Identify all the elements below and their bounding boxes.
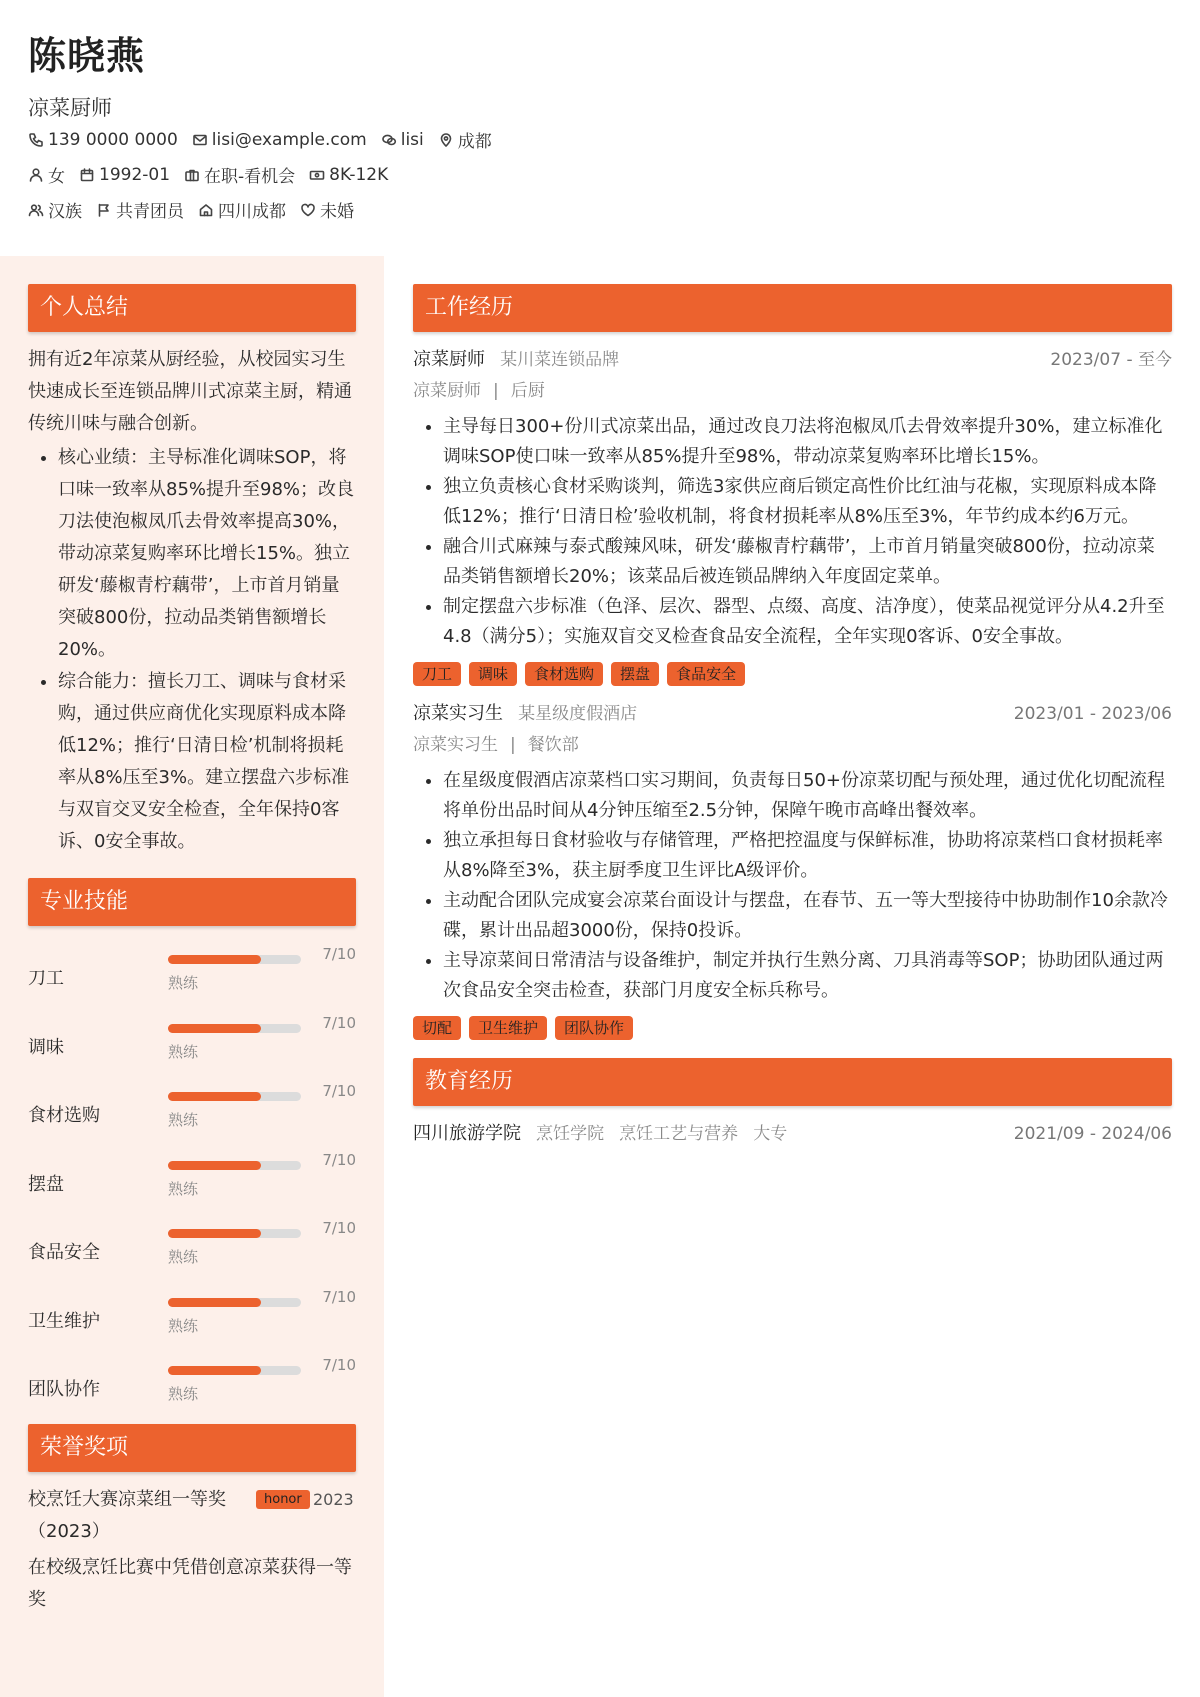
job-header bbox=[413, 344, 1172, 376]
salary-item bbox=[309, 165, 388, 185]
candidate-name: 陈晓燕 bbox=[28, 34, 146, 78]
birth-text: 1992-01 bbox=[99, 164, 171, 185]
skill-level: 熟练 bbox=[168, 1248, 199, 1266]
tag: 调味 bbox=[469, 662, 517, 686]
contact-row bbox=[28, 122, 1168, 157]
skill-row bbox=[28, 942, 356, 1011]
job-company: 某川菜连锁品牌 bbox=[500, 350, 620, 370]
skill-level: 熟练 bbox=[168, 1385, 199, 1403]
skill-name: 团队协作 bbox=[28, 1379, 100, 1400]
job-bullet: • 在星级度假酒店凉菜档口实习期间，负责每日50+份凉菜切配与预处理，通过优化切配流程将单份出品时间从4分钟压缩至2.5分钟，保障午晚市高峰出餐效率。 bbox=[443, 766, 1172, 826]
hometown-text: 四川成都 bbox=[218, 202, 286, 222]
mail-icon bbox=[192, 132, 208, 148]
tag: 刀工 bbox=[413, 662, 461, 686]
skill-level: 熟练 bbox=[168, 1111, 199, 1129]
separator: | bbox=[493, 381, 499, 401]
skill-name: 刀工 bbox=[28, 968, 64, 989]
job-bullet: • 主动配合团队完成宴会凉菜台面设计与摆盘，在春节、五一等大型接待中协助制作10余款冷碟，累计出品超3000份，保持0投诉。 bbox=[443, 886, 1172, 946]
person-icon bbox=[28, 167, 44, 183]
summary-point: • 综合能力：擅长刀工、调味与食材采购，通过供应商优化实现原料成本降低12%；推行‘日清日检’机制将损耗率从8%压至3%。建立摆盘六步标准与双盲交叉安全检查，全年保持0客诉、0安全事故。 bbox=[58, 666, 356, 858]
location-pin-icon bbox=[438, 132, 454, 148]
email-text: lisi@example.com bbox=[211, 129, 367, 150]
skill-level: 熟练 bbox=[168, 974, 199, 992]
skill-bar-track bbox=[168, 1024, 301, 1033]
skill-bar-fill bbox=[168, 1092, 261, 1101]
wechat-item bbox=[381, 130, 424, 150]
job-tags bbox=[413, 662, 1172, 686]
job-role: 凉菜实习生 bbox=[413, 703, 503, 724]
skill-bar-fill bbox=[168, 1366, 261, 1375]
status-text: 在职-看机会 bbox=[204, 167, 296, 187]
tag: 食材选购 bbox=[525, 662, 603, 686]
separator: | bbox=[510, 735, 516, 755]
skill-score: 7/10 bbox=[322, 1082, 356, 1100]
skill-score: 7/10 bbox=[322, 945, 356, 963]
ethnicity-text: 汉族 bbox=[48, 202, 82, 222]
status-item bbox=[184, 162, 295, 187]
job-bullet: • 主导凉菜间日常清洁与设备维护，制定并执行生熟分离、刀具消毒等SOP；协助团队通过两次食品安全突击检查，获部门月度安全标兵称号。 bbox=[443, 946, 1172, 1006]
ethnicity-item bbox=[28, 197, 82, 222]
heart-icon bbox=[300, 202, 316, 218]
flag-icon bbox=[96, 202, 112, 218]
job-bullet: • 独立负责核心食材采购谈判，筛选3家供应商后锁定高性价比红油与花椒，实现原料成本降低12%；推行‘日清日检’验收机制，将食材损耗率从8%压至3%，年节约成本约6万元。 bbox=[443, 472, 1172, 532]
education-entry bbox=[413, 1118, 1172, 1150]
job-subline bbox=[413, 376, 1172, 406]
skill-bar-fill bbox=[168, 1298, 261, 1307]
skill-level: 熟练 bbox=[168, 1179, 199, 1198]
skill-bar-track bbox=[168, 1161, 301, 1170]
skill-name: 食品安全 bbox=[28, 1242, 100, 1263]
job-bullet: • 融合川式麻辣与泰式酸辣风味，研发‘藤椒青柠藕带’，上市首月销量突破800份，拉动凉菜品类销售额增长20%；该菜品后被连锁品牌纳入年度固定菜单。 bbox=[443, 532, 1172, 592]
skill-bar-fill bbox=[168, 1161, 261, 1170]
phone-item bbox=[28, 130, 178, 150]
education-date: 2021/09 - 2024/06 bbox=[1013, 1124, 1172, 1144]
phone-icon bbox=[28, 132, 44, 148]
skill-bar-fill bbox=[168, 955, 261, 964]
job-bullet: • 主导每日300+份川式凉菜出品，通过改良刀法将泡椒凤爪去骨效率提升30%，建立标准化调味SOP使口味一致率从85%提升至98%，带动凉菜复购率环比增长15%。 bbox=[443, 412, 1172, 472]
job-position: 凉菜厨师 bbox=[413, 381, 481, 401]
money-icon bbox=[309, 167, 325, 183]
summary-intro: 拥有近2年凉菜从厨经验，从校园实习生快速成长至连锁品牌川式凉菜主厨，精通传统川味与融合创新。 bbox=[28, 349, 352, 434]
users-icon bbox=[28, 202, 44, 218]
job-bullets bbox=[413, 766, 1172, 1006]
hometown-item bbox=[198, 197, 286, 222]
skill-row bbox=[28, 1011, 356, 1080]
skill-bar-fill bbox=[168, 1229, 261, 1238]
job-department: 后厨 bbox=[510, 381, 545, 401]
briefcase-icon bbox=[184, 167, 200, 183]
skill-score: 7/10 bbox=[322, 1150, 356, 1169]
wechat-icon bbox=[381, 132, 397, 148]
job-bullets bbox=[413, 412, 1172, 652]
skills-list bbox=[28, 942, 356, 1422]
calendar-icon bbox=[79, 167, 95, 183]
skill-bar-track bbox=[168, 1366, 301, 1375]
skill-score: 7/10 bbox=[322, 1013, 356, 1032]
resume-header bbox=[28, 28, 1168, 227]
marital-item bbox=[300, 197, 354, 222]
skill-row bbox=[28, 1285, 356, 1354]
tag: 摆盘 bbox=[611, 662, 659, 686]
tag: 团队协作 bbox=[555, 1016, 633, 1040]
summary-points bbox=[28, 442, 356, 858]
major-name: 烹饪工艺与营养 bbox=[619, 1124, 739, 1144]
work-heading: 工作经历 bbox=[413, 284, 1172, 332]
award-item bbox=[28, 1484, 356, 1548]
skill-row bbox=[28, 1148, 356, 1217]
skill-name: 食材选购 bbox=[28, 1105, 100, 1126]
summary-heading: 个人总结 bbox=[28, 284, 356, 332]
personal-row bbox=[28, 157, 1168, 192]
job-company: 某星级度假酒店 bbox=[518, 704, 638, 724]
job-date: 2023/07 - 至今 bbox=[1050, 350, 1172, 370]
job-bullet: • 制定摆盘六步标准（色泽、层次、器型、点缀、高度、洁净度），使菜品视觉评分从4.2升至4.8（满分5）；实施双盲交叉检查食品安全流程，全年实现0客诉、0安全事故。 bbox=[443, 592, 1172, 652]
job-header bbox=[413, 698, 1172, 730]
job-subline bbox=[413, 730, 1172, 760]
skill-name: 调味 bbox=[28, 1036, 64, 1058]
skill-row bbox=[28, 1216, 356, 1285]
tag: 食品安全 bbox=[667, 662, 745, 686]
job-role: 凉菜厨师 bbox=[413, 349, 485, 370]
tag: 卫生维护 bbox=[469, 1016, 547, 1040]
gender-item bbox=[28, 162, 65, 187]
sidebar-content bbox=[28, 284, 356, 1616]
job-department: 餐饮部 bbox=[527, 735, 579, 755]
location-text: 成都 bbox=[457, 132, 492, 152]
wechat-text: lisi bbox=[400, 129, 424, 150]
job-position: 凉菜实习生 bbox=[413, 735, 498, 755]
awards-heading: 荣誉奖项 bbox=[28, 1424, 356, 1472]
degree: 大专 bbox=[753, 1124, 788, 1144]
email-item bbox=[192, 130, 367, 150]
job-entry bbox=[413, 344, 1172, 686]
birth-item bbox=[79, 165, 170, 185]
politics-text: 共青团员 bbox=[116, 202, 184, 222]
location-item bbox=[438, 127, 492, 152]
skills-heading: 专业技能 bbox=[28, 878, 356, 926]
award-description: 在校级烹饪比赛中凭借创意凉菜获得一等奖 bbox=[28, 1556, 352, 1610]
phone-text: 139 0000 0000 bbox=[48, 129, 178, 150]
job-entry bbox=[413, 698, 1172, 1040]
background-row bbox=[28, 192, 1168, 227]
education-heading: 教育经历 bbox=[413, 1058, 1172, 1106]
skill-score: 7/10 bbox=[322, 1219, 356, 1237]
skill-name: 卫生维护 bbox=[28, 1310, 100, 1332]
summary-point: • 核心业绩：主导标准化调味SOP，将口味一致率从85%提升至98%；改良刀法使泡椒凤爪去骨效率提高30%，带动凉菜复购率环比增长15%。独立研发‘藤椒青柠藕带’，上市首月销量突破800份，拉动品类销售额增长20%。 bbox=[58, 442, 356, 666]
skill-level: 熟练 bbox=[168, 1042, 199, 1061]
skill-bar-track bbox=[168, 955, 301, 964]
award-name: 校烹饪大赛凉菜组一等奖（2023） bbox=[28, 1488, 226, 1542]
skill-score: 7/10 bbox=[322, 1356, 356, 1374]
award-badge: honor bbox=[256, 1490, 310, 1509]
skill-level: 熟练 bbox=[168, 1316, 199, 1335]
skill-bar-track bbox=[168, 1229, 301, 1238]
skill-bar-track bbox=[168, 1092, 301, 1101]
tag: 切配 bbox=[413, 1016, 461, 1040]
gender-text: 女 bbox=[48, 167, 65, 187]
salary-text: 8K-12K bbox=[329, 164, 389, 185]
skill-row bbox=[28, 1079, 356, 1148]
job-date: 2023/01 - 2023/06 bbox=[1013, 704, 1172, 724]
politics-item bbox=[96, 197, 184, 222]
marital-text: 未婚 bbox=[320, 202, 354, 222]
skill-bar-fill bbox=[168, 1024, 261, 1033]
job-tags bbox=[413, 1016, 1172, 1040]
school-name: 四川旅游学院 bbox=[413, 1123, 521, 1144]
home-icon bbox=[198, 202, 214, 218]
skill-bar-track bbox=[168, 1298, 301, 1307]
college-name: 烹饪学院 bbox=[536, 1124, 605, 1144]
skill-score: 7/10 bbox=[322, 1287, 356, 1306]
award-year: 2023 bbox=[313, 1489, 354, 1509]
sidebar bbox=[0, 256, 384, 1697]
skill-row bbox=[28, 1353, 356, 1422]
job-title: 凉菜厨师 bbox=[28, 96, 112, 120]
skill-name: 摆盘 bbox=[28, 1173, 64, 1195]
main-content bbox=[413, 284, 1172, 1150]
job-bullet: • 独立承担每日食材验收与存储管理，严格把控温度与保鲜标准，协助将凉菜档口食材损耗率从8%降至3%，获主厨季度卫生评比A级评价。 bbox=[443, 826, 1172, 886]
